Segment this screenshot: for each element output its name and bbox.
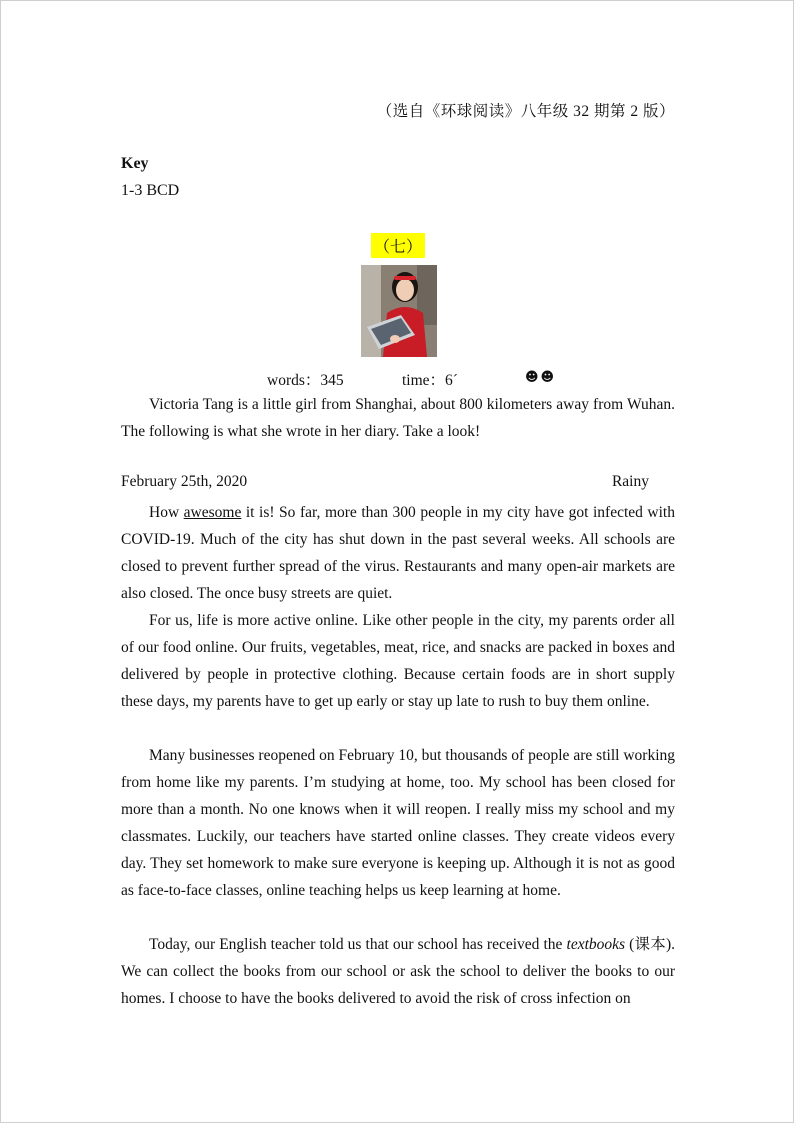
key-heading: Key — [121, 155, 149, 172]
reading-time: time：6´ — [402, 372, 458, 389]
section-label-row — [1, 233, 794, 258]
underlined-word-awesome: awesome — [183, 504, 242, 521]
diary-paragraph-2: For us, life is more active online. Like other people in the city, my parents order all of our food online. Our fruits, vegetables, meat, rice, and snacks are packed in boxes and delivered by people in protective clothing. Because certain foods are in short supply these days, my parents have to get up early or stay up late to rush to buy them online. — [121, 612, 675, 710]
diary-paragraph-1 — [121, 499, 675, 607]
diary-date: February 25th, 2020 — [121, 473, 248, 490]
diary-weather: Rainy — [611, 473, 649, 490]
p4-text-end: (课本). We can collect the books from our school or ask the school to deliver the books to our homes. I choose to have the books delivered to avoid the risk of cross infection on — [121, 936, 675, 1007]
p1-text-end: it is! So far, more than 300 people in my city have got infected with COVID-19. Much of the city has shut down in the past several weeks. All schools are closed to prevent further spread of the virus. Restaurants and many open-air markets are also closed. The once busy streets are quiet. — [121, 504, 675, 602]
word-count: words：345 — [267, 372, 344, 389]
girl-with-laptop-photo — [361, 265, 437, 357]
section-label: （七） — [371, 233, 425, 258]
key-answers: 1-3 BCD — [121, 182, 180, 199]
diary-paragraph-4 — [121, 931, 675, 1012]
p1-text-start: How — [149, 504, 184, 521]
diary-dateline — [121, 473, 649, 491]
intro-paragraph: Victoria Tang is a little girl from Shanghai, about 800 kilometers away from Wuhan. The following is what she wrote in her diary. Take a look! — [121, 396, 675, 440]
italic-word-textbooks: textbooks — [566, 936, 626, 953]
source-note: （选自《环球阅读》八年级 32 期第 2 版） — [376, 103, 675, 120]
difficulty-smiley-icon: ☻☻ — [525, 370, 557, 385]
p4-text-start: Today, our English teacher told us that our school has received the — [149, 936, 567, 953]
diary-paragraph-3: Many businesses reopened on February 10, but thousands of people are still working from home like my parents. I’m studying at home, too. My school has been closed for more than a month. No one knows when it will reopen. I really miss my school and my classmates. Luckily, our teachers have started online classes. They create videos every day. They set homework to make sure everyone is keeping up. Although it is not as good as face-to-face classes, online teaching helps us keep learning at home. — [121, 747, 675, 899]
